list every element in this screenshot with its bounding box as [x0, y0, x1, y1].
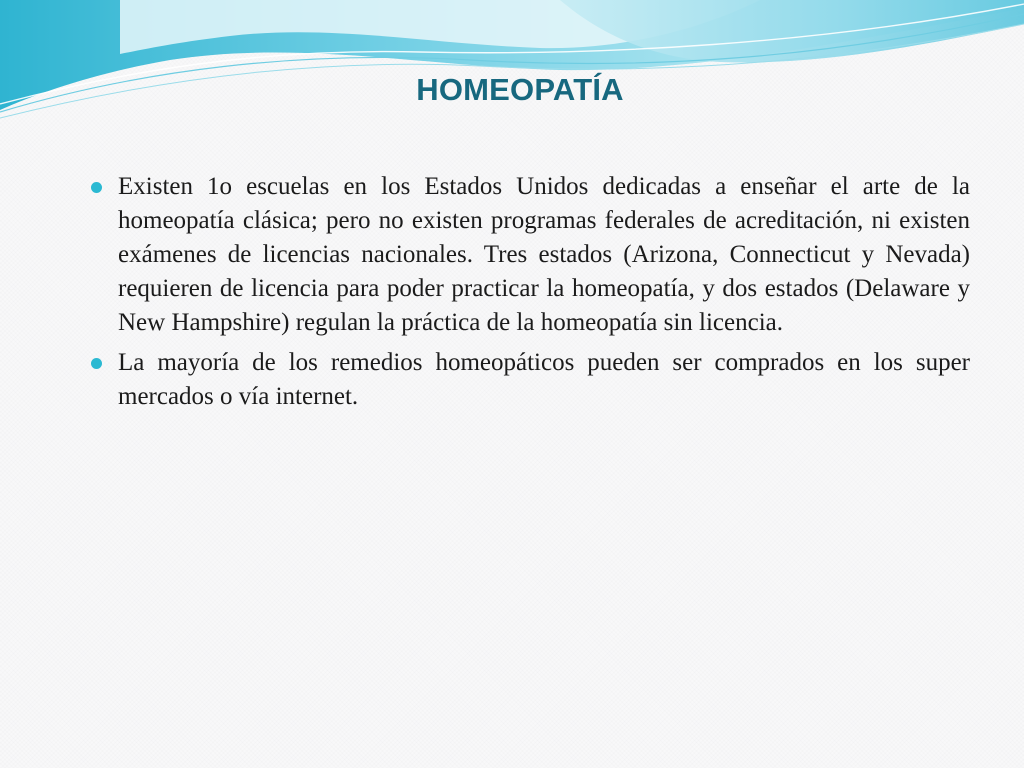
slide-title: HOMEOPATÍA	[416, 72, 624, 107]
bullet-icon	[91, 182, 102, 193]
bullet-text: La mayoría de los remedios homeopáticos pueden ser comprados en los super mercados o vía internet.	[118, 349, 970, 410]
decorative-wave-header	[0, 0, 1024, 130]
bullet-text: Existen 1o escuelas en los Estados Unidos dedicadas a enseñar el arte de la homeopatía clásica; pero no existen programas federales de acreditación, ni existen exámenes de licencias nacionales. Tres estados (Arizona, Connecticut y Nevada) requieren de licencia para poder practicar la homeopatía, y dos estados (Delaware y New Hampshire) regulan la práctica de la homeopatía sin licencia.	[118, 173, 970, 336]
bullet-icon	[91, 358, 102, 369]
list-item	[88, 346, 970, 414]
bullet-list	[88, 170, 970, 420]
list-item	[88, 170, 970, 340]
